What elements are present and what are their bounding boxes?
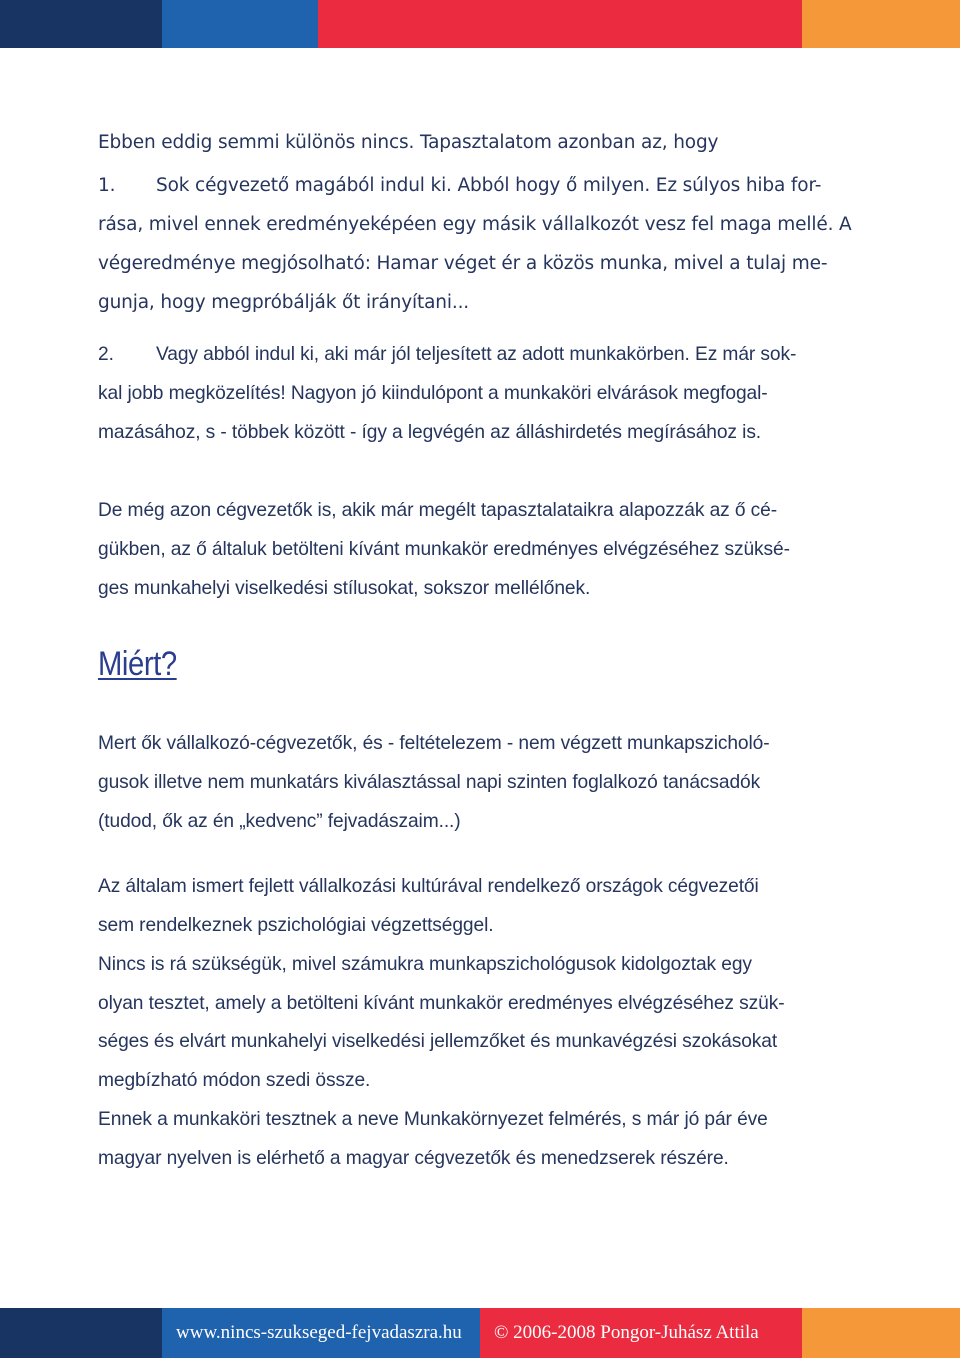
top-bar-orange-segment <box>802 0 960 48</box>
paragraph-3-line: Ennek a munkaköri tesztnek a neve Munkakörnyezet felmérés, s már jó pár éve <box>98 1109 768 1130</box>
paragraph-2-line: Mert ők vállalkozó-cégvezetők, és - feltételezem - nem végzett munkapszicholó- <box>98 733 770 754</box>
top-color-bar <box>0 0 960 48</box>
list-item-1-number: 1. <box>98 175 116 196</box>
footer-orange-segment <box>802 1308 960 1358</box>
footer-copyright: © 2006-2008 Pongor-Juhász Attila <box>494 1322 759 1343</box>
paragraph-1-line: gükben, az ő általuk betölteni kívánt munkakör eredményes elvégzéséhez szüksé- <box>98 539 790 560</box>
list-item-2-text: Vagy abból indul ki, aki már jól teljesített az adott munkakörben. Ez már sok- <box>156 344 797 365</box>
paragraph-2-line: (tudod, ők az én „kedvenc” fejvadászaim...) <box>98 811 461 832</box>
list-item-1-first-line <box>98 174 821 198</box>
top-bar-navy-segment <box>0 0 162 48</box>
top-bar-blue-segment <box>162 0 318 48</box>
list-item-2-number: 2. <box>98 344 114 365</box>
footer-navy-segment <box>0 1308 162 1358</box>
section-heading: Miért? <box>98 645 177 683</box>
paragraph-1-line: ges munkahelyi viselkedési stílusokat, sokszor mellélőnek. <box>98 578 591 599</box>
paragraph-3-line: megbízható módon szedi össze. <box>98 1070 371 1091</box>
footer-website-link[interactable]: www.nincs-szukseged-fejvadaszra.hu <box>176 1322 462 1343</box>
top-bar-red-segment <box>318 0 802 48</box>
footer-color-bar <box>0 1308 960 1358</box>
footer-red-segment <box>480 1308 802 1358</box>
list-item-1-line: rása, mivel ennek eredményeképéen egy másik vállalkozót vesz fel maga mellé. A <box>98 214 852 235</box>
paragraph-3-line: sem rendelkeznek pszichológiai végzettséggel. <box>98 915 494 936</box>
list-item-1-line: végeredménye megjósolható: Hamar véget ér a közös munka, mivel a tulaj me- <box>98 253 828 274</box>
intro-line: Ebben eddig semmi különös nincs. Tapasztalatom azonban az, hogy <box>98 132 719 153</box>
list-item-1-text: Sok cégvezető magából indul ki. Abból hogy ő milyen. Ez súlyos hiba for- <box>156 175 822 196</box>
list-item-2-line: mazásához, s - többek között - így a legvégén az álláshirdetés megírásához is. <box>98 422 762 443</box>
footer-blue-segment <box>162 1308 480 1358</box>
paragraph-2-line: gusok illetve nem munkatárs kiválasztással napi szinten foglalkozó tanácsadók <box>98 772 761 793</box>
list-item-2-first-line <box>98 343 796 367</box>
paragraph-3-line: olyan tesztet, amely a betölteni kívánt munkakör eredményes elvégzéséhez szük- <box>98 993 785 1014</box>
paragraph-3-line: magyar nyelven is elérhető a magyar cégvezetők és menedzserek részére. <box>98 1148 729 1169</box>
paragraph-1-line: De még azon cégvezetők is, akik már megélt tapasztalataikra alapozzák az ő cé- <box>98 500 778 521</box>
paragraph-3-line: Az általam ismert fejlett vállalkozási kultúrával rendelkező országok cégvezetői <box>98 876 759 897</box>
list-item-1-line: gunja, hogy megpróbálják őt irányítani... <box>98 292 470 313</box>
list-item-2-line: kal jobb megközelítés! Nagyon jó kiindulópont a munkaköri elvárások megfogal- <box>98 383 768 404</box>
paragraph-3-line: Nincs is rá szükségük, mivel számukra munkapszichológusok kidolgoztak egy <box>98 954 752 975</box>
paragraph-3-line: séges és elvárt munkahelyi viselkedési jellemzőket és munkavégzési szokásokat <box>98 1031 778 1052</box>
